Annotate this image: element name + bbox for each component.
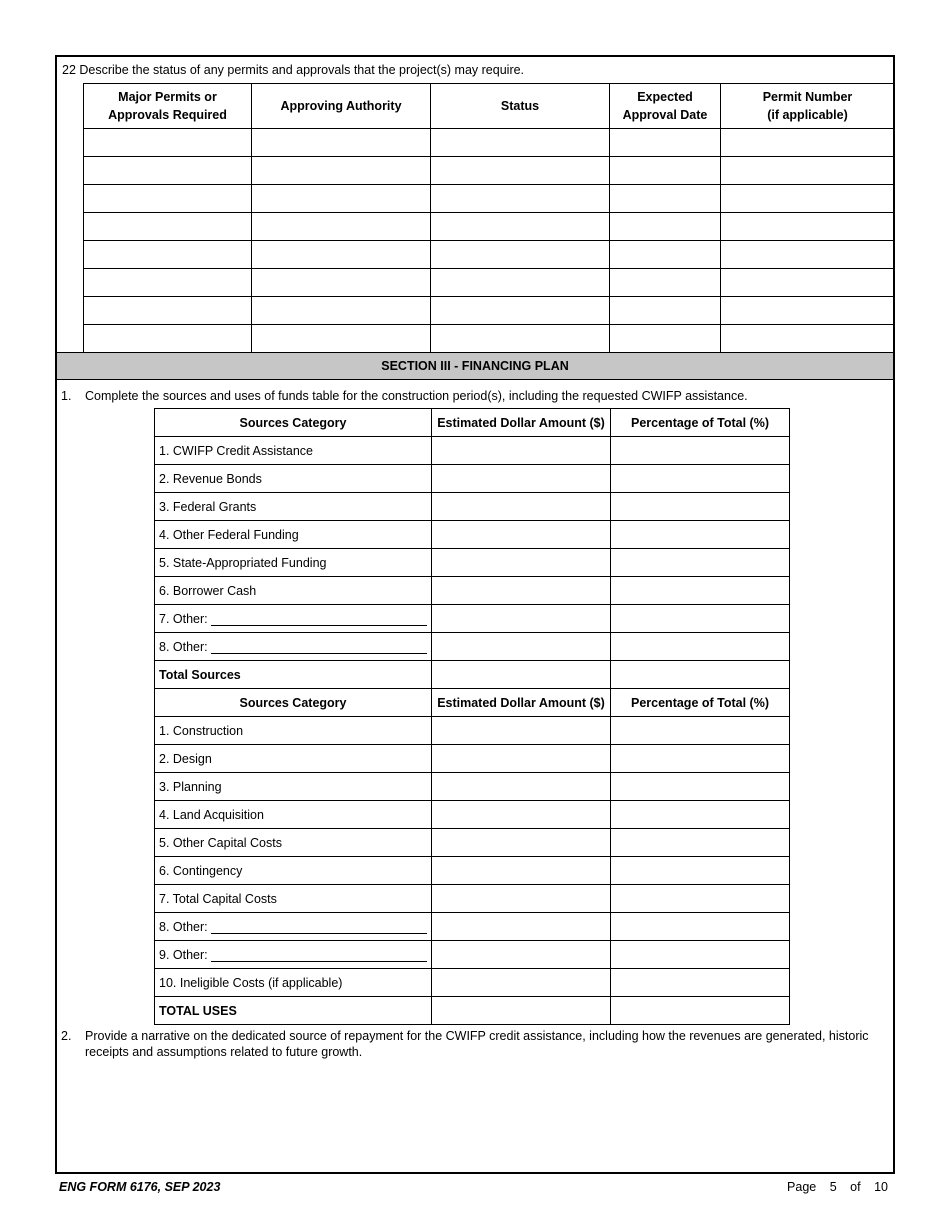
total-uses-label: TOTAL USES	[155, 997, 432, 1025]
source-row	[155, 549, 790, 577]
permit-major-permit-cell[interactable]	[84, 241, 252, 269]
sources-percentage-header: Percentage of Total (%)	[611, 409, 790, 437]
sources-header-row	[155, 409, 790, 437]
permit-permit-number-cell[interactable]	[721, 241, 895, 269]
source-percentage-cell[interactable]	[611, 605, 790, 633]
use-category-label: 5. Other Capital Costs	[159, 835, 282, 850]
source-category-label: 3. Federal Grants	[159, 499, 257, 514]
use-percentage-cell[interactable]	[611, 717, 790, 745]
source-category-label: 6. Borrower Cash	[159, 583, 257, 598]
permit-status-cell[interactable]	[431, 157, 610, 185]
uses-category-header: Sources Category	[155, 689, 432, 717]
use-row	[155, 857, 790, 885]
use-percentage-cell[interactable]	[611, 885, 790, 913]
use-category-cell	[155, 745, 432, 773]
other-specify-field[interactable]	[211, 947, 427, 962]
permit-approving-authority-cell[interactable]	[252, 129, 431, 157]
permit-row	[84, 129, 895, 157]
use-row	[155, 745, 790, 773]
permit-row	[84, 213, 895, 241]
permit-expected-date-cell[interactable]	[610, 185, 721, 213]
total-sources-percentage[interactable]	[611, 661, 790, 689]
use-amount-cell[interactable]	[432, 969, 611, 997]
uses-percentage-header: Percentage of Total (%)	[611, 689, 790, 717]
use-category-label: 2. Design	[159, 751, 212, 766]
permit-expected-date-cell[interactable]	[610, 325, 721, 353]
use-category-cell	[155, 969, 432, 997]
use-amount-cell[interactable]	[432, 773, 611, 801]
source-row	[155, 437, 790, 465]
source-category-label: 8. Other:	[159, 640, 208, 654]
use-category-cell	[155, 717, 432, 745]
source-percentage-cell[interactable]	[611, 437, 790, 465]
permit-status-cell[interactable]	[431, 213, 610, 241]
permit-major-permit-cell[interactable]	[84, 129, 252, 157]
permit-expected-date-cell[interactable]	[610, 157, 721, 185]
use-category-label: 3. Planning	[159, 779, 222, 794]
permit-expected-date-cell[interactable]	[610, 129, 721, 157]
permit-approving-authority-cell[interactable]	[252, 297, 431, 325]
other-specify-field[interactable]	[211, 919, 427, 934]
permit-status-cell[interactable]	[431, 185, 610, 213]
sources-amount-header: Estimated Dollar Amount ($)	[432, 409, 611, 437]
use-row	[155, 829, 790, 857]
sources-uses-table	[154, 408, 790, 1025]
uses-header-row	[155, 689, 790, 717]
use-amount-cell[interactable]	[432, 745, 611, 773]
source-category-cell	[155, 549, 432, 577]
source-amount-cell[interactable]	[432, 465, 611, 493]
permits-header-row	[84, 84, 895, 129]
permit-major-permit-cell[interactable]	[84, 185, 252, 213]
use-category-cell	[155, 941, 432, 969]
source-row	[155, 577, 790, 605]
source-category-cell	[155, 437, 432, 465]
source-row	[155, 521, 790, 549]
permit-row	[84, 241, 895, 269]
source-category-cell	[155, 605, 432, 633]
source-category-cell	[155, 521, 432, 549]
permit-permit-number-cell[interactable]	[721, 269, 895, 297]
page-number: 5	[829, 1180, 837, 1194]
total-sources-amount[interactable]	[432, 661, 611, 689]
page-total: 10	[874, 1180, 888, 1194]
use-row	[155, 913, 790, 941]
permit-approving-authority-cell[interactable]	[252, 325, 431, 353]
use-category-cell	[155, 885, 432, 913]
header-major-permits: Major Permits or Approvals Required	[84, 84, 252, 129]
use-percentage-cell[interactable]	[611, 941, 790, 969]
source-amount-cell[interactable]	[432, 521, 611, 549]
permit-permit-number-cell[interactable]	[721, 157, 895, 185]
permit-row	[84, 157, 895, 185]
of-label: of	[850, 1180, 861, 1194]
use-category-label: 4. Land Acquisition	[159, 807, 264, 822]
page-label: Page	[787, 1180, 817, 1194]
source-category-label: 5. State-Appropriated Funding	[159, 555, 327, 570]
permit-expected-date-cell[interactable]	[610, 213, 721, 241]
form-frame: 22 Describe the status of any permits and approvals that the project(s) may require. Major Permits or Approvals Required Approving Authority Status Expected Approval Date Permit Number (if applicable) SECTION III - FINANCING PLAN 1. Complete the sources and uses of funds table for the construction period(s), including the requested CWIFP assistance. Sources Category Estimated Dollar Amount ($) Percentage of Total (%) 1. CWIFP Credit Assistance 2. Revenue Bonds 3. Federal Grants 4. Other Federal Funding 5. State-Appropriated Funding 6. Borrower Cash 7. Other: 8. Other: Total Sources Sources Category Estimated Dollar Amount ($) Percentage of Total (%) 1. Construction 2. Design 3. Planning 4. Land Acquisition 5. Other Capital Costs 6. Contingency 7. Total Capital Costs 8. Other: 9. Other: 10. Ineligible Costs (if applicable) TOTAL USES 2. Provide a narrative on the dedicated source of repayment for the CWIFP credit assistance, including how the revenues are generated, historic receipts and assumptions related to future growth.	[55, 55, 895, 1174]
source-percentage-cell[interactable]	[611, 577, 790, 605]
use-category-label: 10. Ineligible Costs (if applicable)	[159, 975, 343, 990]
permit-status-cell[interactable]	[431, 129, 610, 157]
use-percentage-cell[interactable]	[611, 829, 790, 857]
source-amount-cell[interactable]	[432, 605, 611, 633]
source-percentage-cell[interactable]	[611, 633, 790, 661]
source-amount-cell[interactable]	[432, 577, 611, 605]
use-row	[155, 941, 790, 969]
source-row	[155, 493, 790, 521]
permit-expected-date-cell[interactable]	[610, 269, 721, 297]
permit-row	[84, 185, 895, 213]
use-row	[155, 773, 790, 801]
source-percentage-cell[interactable]	[611, 493, 790, 521]
permit-approving-authority-cell[interactable]	[252, 213, 431, 241]
permit-expected-date-cell[interactable]	[610, 297, 721, 325]
permit-permit-number-cell[interactable]	[721, 325, 895, 353]
source-amount-cell[interactable]	[432, 493, 611, 521]
permit-approving-authority-cell[interactable]	[252, 157, 431, 185]
permit-approving-authority-cell[interactable]	[252, 269, 431, 297]
total-uses-row	[155, 997, 790, 1025]
source-row	[155, 465, 790, 493]
source-row	[155, 633, 790, 661]
permit-row	[84, 325, 895, 353]
permit-expected-date-cell[interactable]	[610, 241, 721, 269]
source-percentage-cell[interactable]	[611, 521, 790, 549]
permit-major-permit-cell[interactable]	[84, 269, 252, 297]
use-category-cell	[155, 801, 432, 829]
source-category-cell	[155, 577, 432, 605]
permit-permit-number-cell[interactable]	[721, 129, 895, 157]
use-amount-cell[interactable]	[432, 857, 611, 885]
source-category-label: 1. CWIFP Credit Assistance	[159, 443, 313, 458]
use-category-cell	[155, 913, 432, 941]
total-uses-percentage[interactable]	[611, 997, 790, 1025]
source-category-label: 2. Revenue Bonds	[159, 471, 262, 486]
permit-row	[84, 269, 895, 297]
header-permit-number: Permit Number (if applicable)	[721, 84, 895, 129]
form-identifier: ENG FORM 6176, SEP 2023	[59, 1180, 221, 1194]
permit-status-cell[interactable]	[431, 297, 610, 325]
source-amount-cell[interactable]	[432, 437, 611, 465]
total-sources-label: Total Sources	[155, 661, 432, 689]
use-category-cell	[155, 829, 432, 857]
header-status: Status	[431, 84, 610, 129]
use-amount-cell[interactable]	[432, 941, 611, 969]
page-indicator	[787, 1180, 888, 1194]
use-percentage-cell[interactable]	[611, 913, 790, 941]
use-category-cell	[155, 857, 432, 885]
section-iii-header: SECTION III - FINANCING PLAN	[57, 352, 893, 380]
use-percentage-cell[interactable]	[611, 745, 790, 773]
use-category-label: 9. Other:	[159, 948, 208, 962]
header-expected-approval-date: Expected Approval Date	[610, 84, 721, 129]
other-specify-field[interactable]	[211, 611, 427, 626]
permit-row	[84, 297, 895, 325]
header-approving-authority: Approving Authority	[252, 84, 431, 129]
total-sources-row	[155, 661, 790, 689]
source-amount-cell[interactable]	[432, 549, 611, 577]
source-category-cell	[155, 633, 432, 661]
other-specify-field[interactable]	[211, 639, 427, 654]
use-row	[155, 885, 790, 913]
use-category-label: 1. Construction	[159, 723, 244, 738]
permit-major-permit-cell[interactable]	[84, 297, 252, 325]
source-percentage-cell[interactable]	[611, 465, 790, 493]
use-amount-cell[interactable]	[432, 913, 611, 941]
source-category-label: 4. Other Federal Funding	[159, 527, 299, 542]
permit-major-permit-cell[interactable]	[84, 213, 252, 241]
permit-approving-authority-cell[interactable]	[252, 241, 431, 269]
sources-category-header: Sources Category	[155, 409, 432, 437]
permits-table	[83, 83, 895, 353]
question-22: 22 Describe the status of any permits and approvals that the project(s) may require.	[62, 63, 525, 77]
permit-major-permit-cell[interactable]	[84, 325, 252, 353]
permit-approving-authority-cell[interactable]	[252, 185, 431, 213]
source-category-cell	[155, 493, 432, 521]
use-category-label: 6. Contingency	[159, 863, 243, 878]
use-category-label: 8. Other:	[159, 920, 208, 934]
use-percentage-cell[interactable]	[611, 857, 790, 885]
use-amount-cell[interactable]	[432, 885, 611, 913]
source-row	[155, 605, 790, 633]
permit-permit-number-cell[interactable]	[721, 213, 895, 241]
permit-permit-number-cell[interactable]	[721, 185, 895, 213]
use-amount-cell[interactable]	[432, 801, 611, 829]
source-category-cell	[155, 465, 432, 493]
permit-major-permit-cell[interactable]	[84, 157, 252, 185]
use-category-label: 7. Total Capital Costs	[159, 891, 277, 906]
use-category-cell	[155, 773, 432, 801]
permit-permit-number-cell[interactable]	[721, 297, 895, 325]
source-category-label: 7. Other:	[159, 612, 208, 626]
source-percentage-cell[interactable]	[611, 549, 790, 577]
permit-status-cell[interactable]	[431, 325, 610, 353]
source-amount-cell[interactable]	[432, 633, 611, 661]
permit-status-cell[interactable]	[431, 241, 610, 269]
use-amount-cell[interactable]	[432, 829, 611, 857]
uses-amount-header: Estimated Dollar Amount ($)	[432, 689, 611, 717]
use-row	[155, 717, 790, 745]
use-percentage-cell[interactable]	[611, 801, 790, 829]
use-percentage-cell[interactable]	[611, 773, 790, 801]
use-amount-cell[interactable]	[432, 717, 611, 745]
use-row	[155, 801, 790, 829]
use-row	[155, 969, 790, 997]
total-uses-amount[interactable]	[432, 997, 611, 1025]
use-percentage-cell[interactable]	[611, 969, 790, 997]
permit-status-cell[interactable]	[431, 269, 610, 297]
